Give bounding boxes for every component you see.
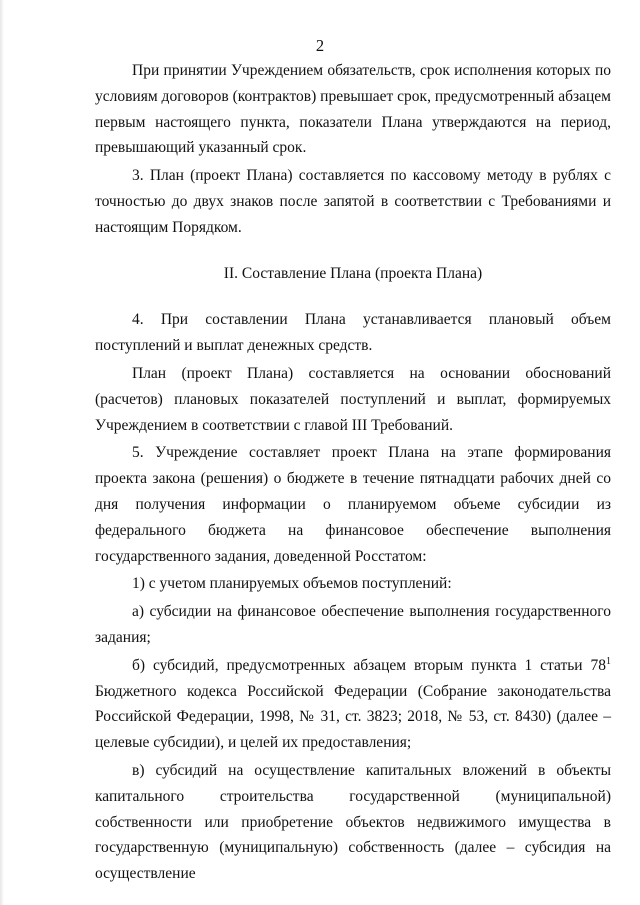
scan-edge [0,0,4,905]
article-superscript: 1 [606,655,611,667]
page-number: 2 [315,36,325,55]
paragraph-sub-v: в) субсидий на осуществление капитальных вложений в объекты капитального строительства государственной (муниципальной) собственности или приобретение объектов недвижимого имущества в государственную (муниципальную) собственность (далее – субсидия на осуществление [95,761,611,883]
paragraph-sub-b [95,653,611,756]
document-body [95,58,611,887]
paragraph-item-4: 4. При составлении Плана устанавливается плановый объем поступлений и выплат денежных средств. [95,311,611,355]
paragraph-sub-b-start: б) субсидий, предусмотренных абзацем вторым пункта 1 статьи 78 [132,656,606,674]
paragraph-sub-a: а) субсидии на финансовое обеспечение выполнения государственного задания; [95,603,611,646]
paragraph-plan-basis: План (проект Плана) составляется на основании обоснований (расчетов) плановых показателей поступлений и выплат, формируемых Учреждением в соответствии с главой III Требований. [95,364,611,434]
paragraph-sub-1: 1) с учетом планируемых объемов поступлений: [132,575,452,593]
section-heading: II. Составление Плана (проекта Плана) [223,264,483,282]
paragraph-item-3: 3. План (проект Плана) составляется по кассовому методу в рублях с точностью до двух знаков после запятой в соответствии с Требованиями и настоящим Порядком. [95,167,611,236]
paragraph-obligations: При принятии Учреждением обязательств, срок исполнения которых по условиям договоров (контрактов) превышает срок, предусмотренный абзацем первым настоящего пункта, показатели Плана утверждаются на период, превышающий указанный срок. [95,62,611,157]
paragraph-sub-b-end: Бюджетного кодекса Российской Федерации (Собрание законодательства Российской Федерации, 1998, № 31, ст. 3823; 2018, № 53, ст. 8430) (далее – целевые субсидии), и целей их предоставления; [95,682,611,752]
paragraph-item-5: 5. Учреждение составляет проект Плана на этапе формирования проекта закона (решения) о бюджете в течение пятнадцати рабочих дней со дня получения информации о планируемом объеме субсидии из федерального бюджета на финансовое обеспечение выполнения государственного задания, доведенной Росстатом: [95,444,611,565]
